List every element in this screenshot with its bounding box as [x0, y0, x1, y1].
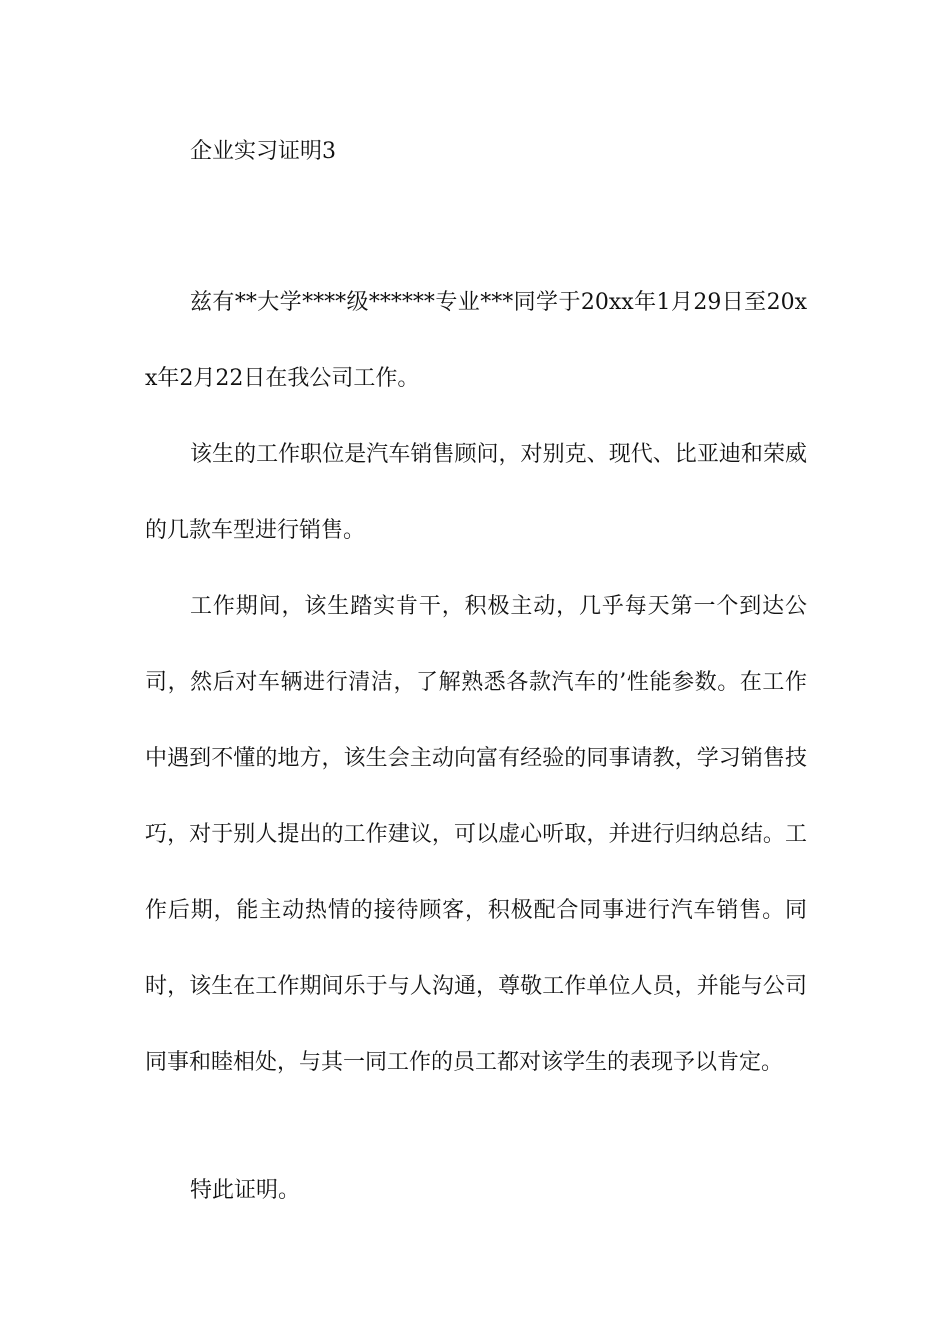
paragraph-student-period: 兹有**大学****级******专业***同学于20xx年1月29日至20xx年2月22日在我公司工作。: [145, 290, 807, 391]
document-title: 企业实习证明3: [190, 139, 336, 164]
paragraph-work-performance: 工作期间，该生踏实肯干，积极主动，几乎每天第一个到达公司，然后对车辆进行清洁，了解熟悉各款汽车的’性能参数。在工作中遇到不懂的地方，该生会主动向富有经验的同事请教，学习销售技巧，对于别人提出的工作建议，可以虚心听取，并进行归纳总结。工作后期，能主动热情的接待顾客，积极配合同事进行汽车销售。同时，该生在工作期间乐于与人沟通，尊敬工作单位人员，并能与公司同事和睦相处，与其一同工作的员工都对该学生的表现予以肯定。: [145, 594, 807, 1075]
paragraph-job-position: 该生的工作职位是汽车销售顾问，对别克、现代、比亚迪和荣威的几款车型进行销售。: [145, 442, 807, 543]
paragraph-closing: 特此证明。: [190, 1178, 301, 1203]
